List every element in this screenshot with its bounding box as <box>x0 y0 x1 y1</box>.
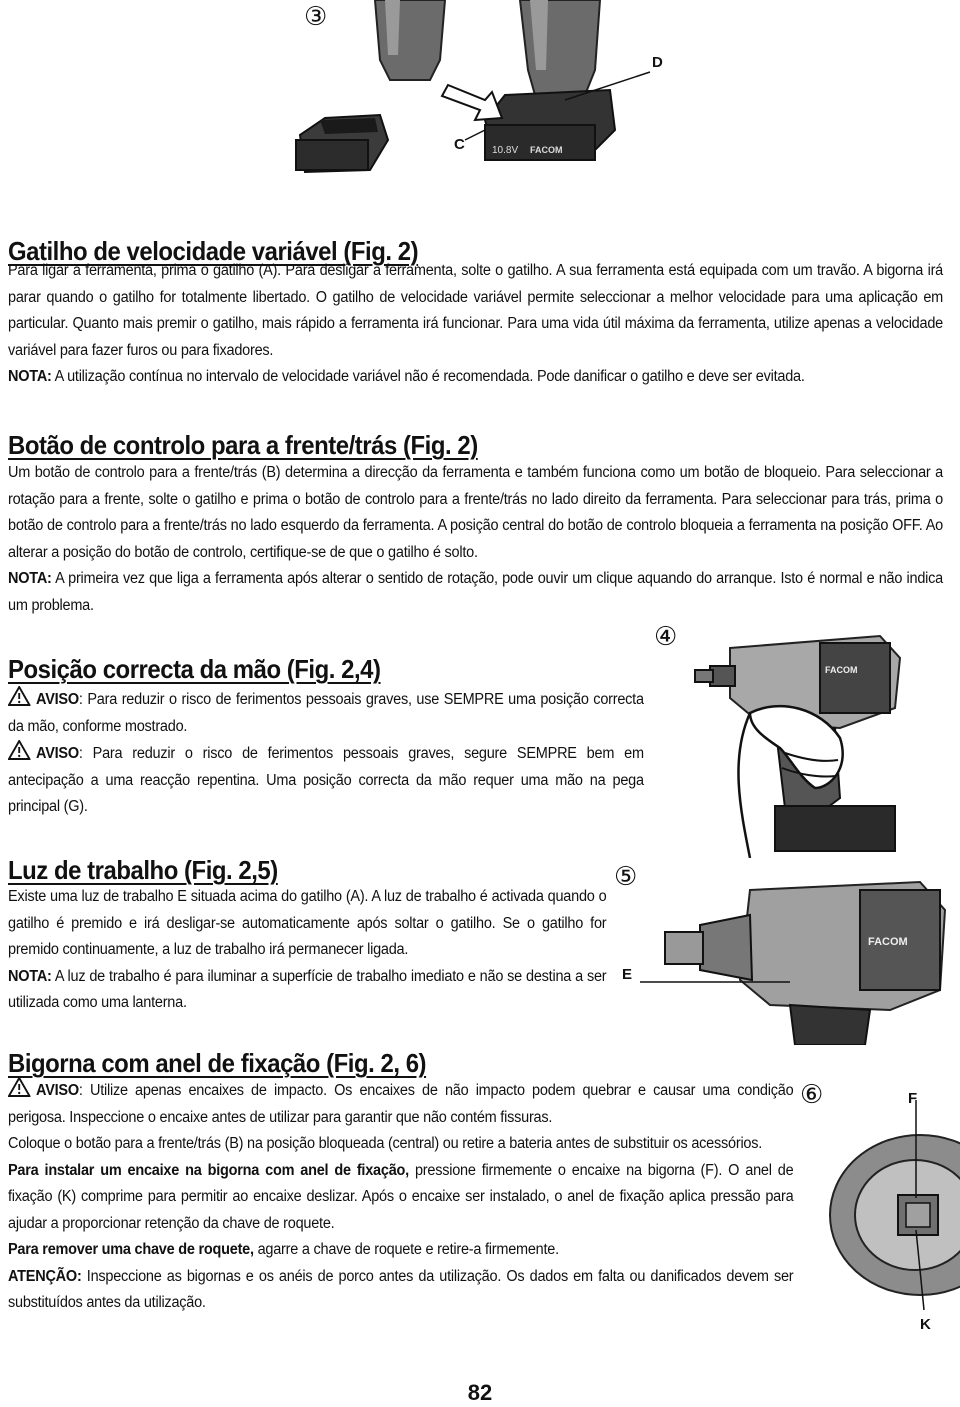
label-c: C <box>454 136 465 153</box>
warning-triangle-icon <box>8 740 30 760</box>
figure-5-illustration <box>640 870 960 1045</box>
section-title-hand-position: Posição correcta da mão (Fig. 2,4) <box>8 654 381 684</box>
figure-4-number: ④ <box>654 622 678 652</box>
warning-text: : Para reduzir o risco de ferimentos pessoais graves, segure SEMPRE bem em antecipação a uma reacção repentina. Uma posição correcta da mão requer uma mão na pega principal (G). <box>8 745 644 815</box>
label-d: D <box>652 54 663 71</box>
label-k: K <box>920 1316 931 1333</box>
anvil-paragraph-2: Coloque o botão para a frente/trás (B) na posição bloqueada (central) ou retire a bateria antes de substituir os acessórios. <box>8 1135 763 1152</box>
caution-label: ATENÇÃO: <box>8 1267 82 1285</box>
note-text: A utilização contínua no intervalo de velocidade variável não é recomendada. Pode danificar o gatilho e deve ser evitada. <box>51 368 805 385</box>
label-f: F <box>908 1090 918 1107</box>
section-body-anvil-ring <box>8 1077 793 1317</box>
warning-label: AVISO <box>36 1082 79 1099</box>
section-body-variable-speed <box>8 258 943 391</box>
hand-position-warning-1 <box>8 686 644 740</box>
note-label: NOTA: <box>8 570 52 587</box>
figure-6-number: ⑥ <box>800 1080 824 1110</box>
figure-5-number: ⑤ <box>614 862 638 892</box>
section-body-work-light <box>8 884 606 1017</box>
install-label: Para instalar um encaixe na bigorna com anel de fixação, <box>8 1161 409 1179</box>
warning-triangle-icon <box>8 686 30 706</box>
figure-3-number: ③ <box>304 2 328 32</box>
variable-speed-text: Para ligar a ferramenta, prima o gatilho (A). Para desligar a ferramenta, solte o gatilho. A sua ferramenta está equipada com um travão. A bigorna irá parar quando o gatilho for totalmente libertado. O gatilho de velocidade variável permite seleccionar a melhor velocidade para uma aplicação em particular. Quanto mais premir o gatilho, mais rápido a ferramenta irá funcionar. Para uma vida útil máxima da ferramenta, utilize apenas a velocidade variável para fazer furos ou para fixadores. <box>8 262 943 359</box>
warning-text: : Utilize apenas encaixes de impacto. Os encaixes de não impacto podem quebrar e causar uma condição perigosa. Inspeccione o encaixe antes de utilizar para garantir que não contém fissuras. <box>8 1082 794 1126</box>
forward-reverse-text: Um botão de controlo para a frente/trás (B) determina a direcção da ferramenta e também funciona como um botão de bloqueio. Para seleccionar a rotação para a frente, solte o gatilho e prima o botão de controlo para a frente/trás no lado direito da ferramenta. Para seleccionar para trás, prima o botão de controlo para a frente/trás no lado esquerdo da ferramenta. A posição central do botão de controlo bloqueia a ferramenta na posição OFF. Ao alterar a posição do botão de controlo, certifique-se de que o gatilho é solto. <box>8 464 943 561</box>
note-label: NOTA: <box>8 967 52 985</box>
brand-logo-fig3: FACOM <box>530 145 563 155</box>
anvil-warning <box>8 1077 793 1131</box>
section-body-forward-reverse <box>8 460 943 619</box>
note-label: NOTA: <box>8 368 52 385</box>
anvil-caution <box>8 1264 793 1317</box>
warning-text: : Para reduzir o risco de ferimentos pessoais graves, use SEMPRE uma posição correcta da mão, conforme mostrado. <box>8 691 644 735</box>
anvil-install <box>8 1158 793 1238</box>
remove-label: Para remover uma chave de roquete, <box>8 1241 254 1258</box>
brand-logo-fig4: FACOM <box>825 665 858 675</box>
battery-voltage-text: 10.8V <box>492 145 519 156</box>
figure-6-illustration <box>820 1100 960 1330</box>
note-text: A primeira vez que liga a ferramenta após alterar o sentido de rotação, pode ouvir um clique aquando do arranque. Isto é normal e não indica um problema. <box>8 570 943 614</box>
warning-label: AVISO <box>36 745 79 762</box>
section-title-anvil-ring: Bigorna com anel de fixação (Fig. 2, 6) <box>8 1048 427 1078</box>
hand-position-warning-2 <box>8 740 644 821</box>
section-title-work-light: Luz de trabalho (Fig. 2,5) <box>8 855 278 885</box>
variable-speed-note <box>8 364 943 391</box>
figure-3-illustration <box>280 0 680 190</box>
figure-4-illustration <box>690 628 960 858</box>
work-light-text: Existe uma luz de trabalho E situada acima do gatilho (A). A luz de trabalho é activada quando o gatilho é premido e irá desligar-se automaticamente após soltar o gatilho. Se o gatilho for premido continuamente, a luz de trabalho irá permanecer ligada. <box>8 888 607 958</box>
remove-text: agarre a chave de roquete e retire-a firmemente. <box>253 1241 559 1258</box>
work-light-note <box>8 964 606 1017</box>
note-text: A luz de trabalho é para iluminar a superfície de trabalho imediato e não se destina a ser utilizada como uma lanterna. <box>8 967 607 1011</box>
section-title-variable-speed: Gatilho de velocidade variável (Fig. 2) <box>8 236 419 266</box>
warning-triangle-icon <box>8 1077 30 1097</box>
section-body-hand-position <box>8 686 644 821</box>
caution-text: Inspeccione as bigornas e os anéis de porco antes da utilização. Os dados em falta ou danificados devem ser substituídos antes da utilização. <box>8 1267 794 1311</box>
section-title-forward-reverse: Botão de controlo para a frente/trás (Fig. 2) <box>8 430 478 460</box>
label-e: E <box>622 966 633 983</box>
install-text: pressione firmemente o encaixe na bigorna (F). O anel de fixação (K) comprime para permitir ao encaixe deslizar. Após o encaixe ser instalado, o anel de fixação aplica pressão para ajudar a proporcionar retenção da chave de roquete. <box>8 1161 794 1232</box>
warning-label: AVISO <box>36 691 79 708</box>
page-number: 82 <box>467 1380 493 1405</box>
anvil-remove <box>8 1237 793 1264</box>
brand-logo-fig5: FACOM <box>868 936 908 948</box>
forward-reverse-note <box>8 566 943 619</box>
